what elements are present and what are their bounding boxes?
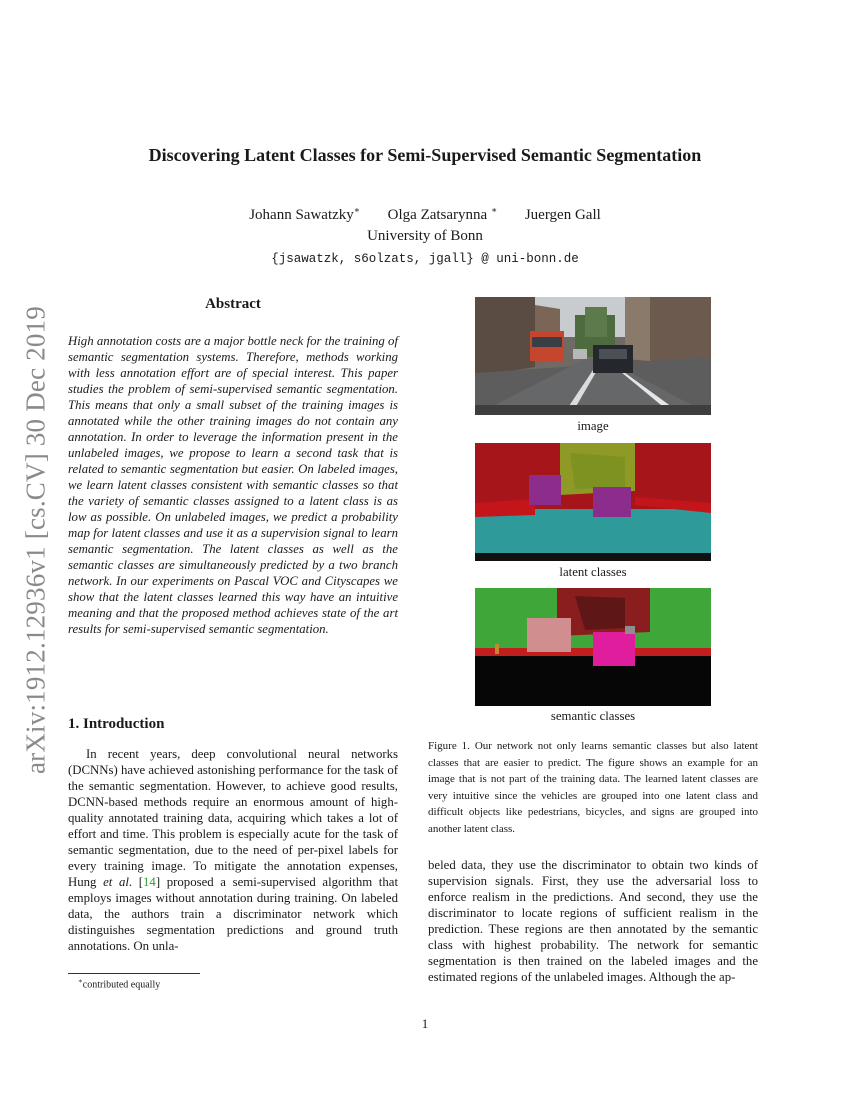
arxiv-id: arXiv:1912.12936v1 [cs.CV] 30 Dec 2019 <box>20 305 51 775</box>
semantic-classes-map <box>475 588 711 706</box>
footnote-rule <box>68 973 200 974</box>
panel-label-latent-classes: latent classes <box>559 565 627 579</box>
introduction-heading: 1. Introduction <box>68 716 165 732</box>
figure-1-caption: Figure 1. Our network not only learns semantic classes but also latent classes that are easier to predict. The figure shows an example for an image that is not part of the training data. The learned latent classes are very intuitive since the vehicles are grouped into one latent class and difficult objects like pedestrians, bicycles, and signs are grouped into another latent class. <box>428 740 758 835</box>
cite-close: ] <box>155 875 161 889</box>
affiliation: University of Bonn <box>367 228 483 244</box>
author-name: Olga Zatsarynna <box>387 207 488 223</box>
introduction-text <box>68 746 398 954</box>
author-name: Juergen Gall <box>524 207 601 223</box>
author-2 <box>388 200 497 226</box>
panel-label-image: image <box>577 419 609 433</box>
abstract-text: High annotation costs are a major bottle neck for the training of semantic segmentation systems. Therefore, methods working with less annotation effort are of special interest. This paper studies the problem of semi-supervised semantic segmentation. This means that only a small subset of the training images is annotated while the other training images do not contain any annotation. In order to leverage the information present in the unlabeled images, we propose to learn a second task that is related to semantic segmentation but easier. On labeled images, we learn latent classes consistent with semantic classes so that the variety of semantic classes assigned to a latent class is as low as possible. On unlabeled images, we predict a probability map for latent classes and use it as a supervision signal to learn semantic segmentation. The latent classes as well as the semantic classes are simultaneously predicted by a two branch network. In our experiments on Pascal VOC and Cityscapes we show that the latent classes learned this way have an intuitive meaning and that the proposed method achieves state of the art results for semi-supervised semantic segmentation. <box>68 334 398 636</box>
cite-open: . [ <box>128 875 144 889</box>
et-al: et al <box>103 875 129 889</box>
right-column-text <box>428 857 758 985</box>
footnote <box>78 977 160 990</box>
latent-classes-map <box>475 443 711 561</box>
footnote-text: contributed equally <box>82 979 161 991</box>
page-number: 1 <box>421 1016 429 1031</box>
figure-1 <box>475 297 711 727</box>
author-mark: ∗ <box>353 205 360 215</box>
introduction-paragraph <box>68 746 398 954</box>
right-column-paragraph: beled data, they use the discriminator to obtain two kinds of supervision signals. First, they use the adversarial loss to enforce realism in the predictions. And second, they use the discriminator to locate regions of sufficient realism in the prediction. These regions are then annotated by the semantic class with highest probability. The network for semantic segmentation is then trained on the labeled images and the estimated regions of the unlabeled images. Although the ap- <box>428 858 758 984</box>
intro-text-part: proposed a semi-supervised algorithm that employs images without annotation during training. On labeled data, the authors train a discriminator network which distinguishes segmentation predictions and ground truth annotations. On unla- <box>68 875 398 953</box>
author-emails: {jsawatzk, s6olzats, jgall} @ uni-bonn.de <box>271 252 579 266</box>
author-block <box>60 200 790 270</box>
citation-link-14[interactable]: 14 <box>143 875 156 889</box>
intro-text-part: In recent years, deep convolutional neural networks (DCNNs) have achieved astonishing performance for the task of the semantic segmentation. However, to achieve good results, DCNN-based methods require an enormous amount of high-quality annotated training data, acquiring which takes a lot of effort and time. This problem is especially acute for the task of semantic segmentation, due to the need of per-pixel labels for every training image. To mitigate the annotation expenses, Hung <box>68 747 398 889</box>
footnote-mark: ∗ <box>78 977 83 985</box>
panel-label-semantic-classes: semantic classes <box>550 709 636 723</box>
author-1 <box>249 200 360 226</box>
street-scene-image <box>475 297 711 415</box>
author-3 <box>525 205 601 226</box>
paper-title: Discovering Latent Classes for Semi-Supervised Semantic Segmentation <box>148 145 702 165</box>
abstract-heading: Abstract <box>205 296 261 312</box>
author-name: Johann Sawatzky <box>249 207 354 223</box>
author-mark: ∗ <box>490 205 498 215</box>
